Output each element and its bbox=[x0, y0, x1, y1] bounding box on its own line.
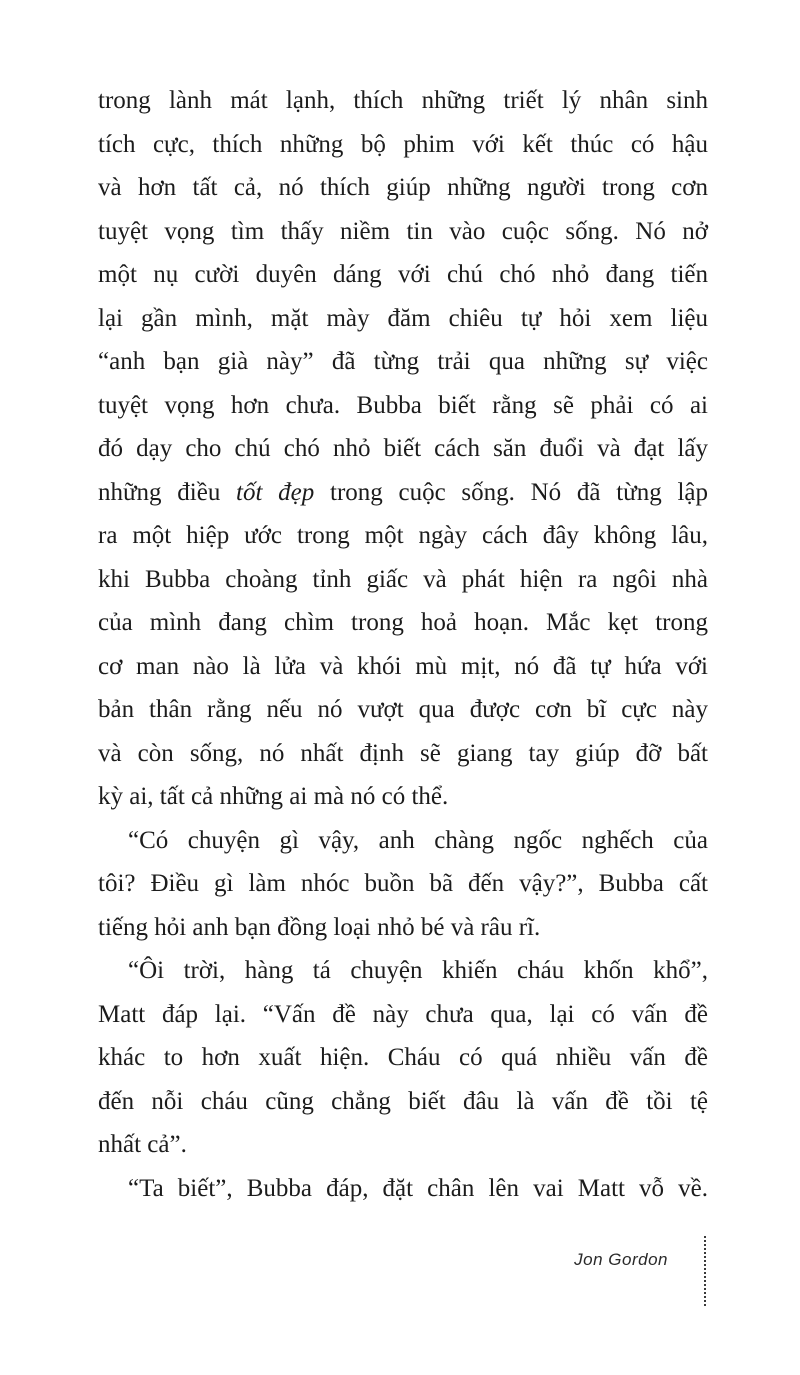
text-line: “Ôi trời, hàng tá chuyện khiến cháu khốn khổ”, bbox=[128, 957, 708, 984]
text-line: “anh bạn già này” đã từng trải qua những sự việc bbox=[98, 348, 708, 375]
text-line bbox=[98, 471, 708, 515]
text-line: của mình đang chìm trong hoả hoạn. Mắc kẹt trong bbox=[98, 609, 708, 636]
text-line: cơ man nào là lửa và khói mù mịt, nó đã tự hứa với bbox=[98, 652, 708, 680]
text-line: tôi? Điều gì làm nhóc buồn bã đến vậy?”, Bubba cất bbox=[98, 870, 708, 897]
footer-dotted-rule bbox=[704, 1236, 706, 1306]
text-line: tuyệt vọng tìm thấy niềm tin vào cuộc sống. Nó nở bbox=[98, 217, 708, 245]
text-line: tích cực, thích những bộ phim với kết thúc có hậu bbox=[98, 130, 708, 158]
emphasis-text: tốt đẹp bbox=[236, 478, 315, 506]
text-line: trong lành mát lạnh, thích những triết lý nhân sinh bbox=[98, 87, 708, 114]
text-line: và còn sống, nó nhất định sẽ giang tay giúp đỡ bất bbox=[98, 739, 708, 767]
text-line: tuyệt vọng hơn chưa. Bubba biết rằng sẽ phải có ai bbox=[98, 391, 708, 419]
text-line: kỳ ai, tất cả những ai mà nó có thể. bbox=[98, 783, 449, 810]
text-line: khi Bubba choàng tỉnh giấc và phát hiện ra ngôi nhà bbox=[98, 565, 708, 593]
text-line: lại gần mình, mặt mày đăm chiêu tự hỏi xem liệu bbox=[98, 304, 708, 332]
footer-author: Jon Gordon bbox=[574, 1250, 668, 1269]
text-line: nhất cả”. bbox=[98, 1131, 187, 1158]
text-line: đến nỗi cháu cũng chẳng biết đâu là vấn đề tồi tệ bbox=[98, 1087, 708, 1115]
page-footer bbox=[0, 1236, 800, 1316]
text-line: đó dạy cho chú chó nhỏ biết cách săn đuổi và đạt lấy bbox=[98, 435, 708, 462]
text-line: Matt đáp lại. “Vấn đề này chưa qua, lại có vấn đề bbox=[98, 1000, 708, 1028]
text-line: tiếng hỏi anh bạn đồng loại nhỏ bé và râu rĩ. bbox=[98, 913, 541, 941]
body-text bbox=[98, 79, 708, 1210]
text-segment: trong cuộc sống. Nó đã từng lập bbox=[314, 478, 708, 506]
text-line: ra một hiệp ước trong một ngày cách đây không lâu, bbox=[98, 522, 708, 549]
text-line: bản thân rằng nếu nó vượt qua được cơn bĩ cực này bbox=[98, 696, 708, 723]
text-line: một nụ cười duyên dáng với chú chó nhỏ đang tiến bbox=[98, 261, 708, 288]
text-line: “Ta biết”, Bubba đáp, đặt chân lên vai Matt vỗ về. bbox=[128, 1174, 708, 1202]
text-line: và hơn tất cả, nó thích giúp những người trong cơn bbox=[98, 174, 708, 201]
text-line: “Có chuyện gì vậy, anh chàng ngốc nghếch của bbox=[128, 826, 708, 854]
text-line: khác to hơn xuất hiện. Cháu có quá nhiều vấn đề bbox=[98, 1044, 708, 1071]
text-segment: những điều bbox=[98, 478, 237, 506]
